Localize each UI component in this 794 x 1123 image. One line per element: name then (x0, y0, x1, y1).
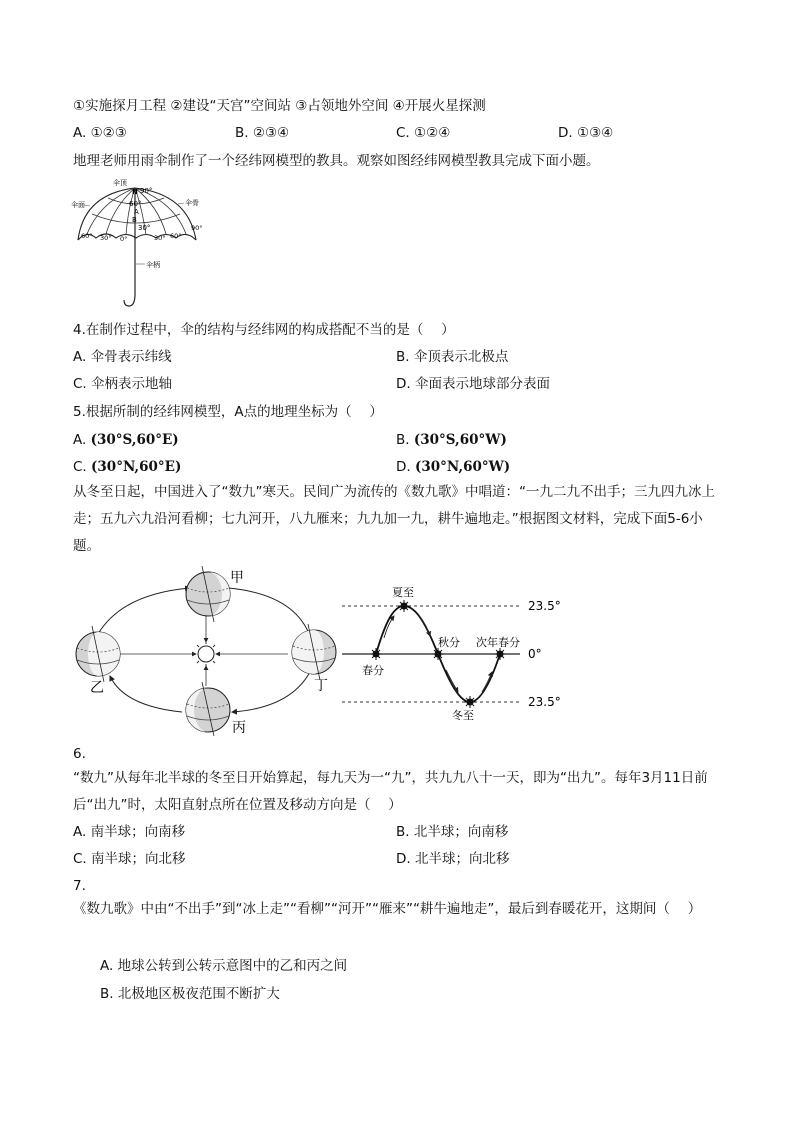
q6-option-c: C. 南半球；向北移 (73, 851, 186, 867)
label-lat-bottom: 23.5° (528, 695, 561, 709)
q5-coord-b: (30°S,60°W) (413, 432, 507, 448)
q3-items: ①实施探月工程 ②建设“天宫”空间站 ③占领地外空间 ④开展火星探测 (73, 98, 486, 114)
q5-option-c: C. (30°N,60°E) (73, 459, 182, 475)
marker-chunfen-icon (370, 648, 382, 660)
label-lat-mid: 0° (528, 647, 542, 661)
umbrella-lon-90: 90° (191, 224, 203, 232)
umbrella-label-handle: 伞柄 (146, 261, 160, 269)
q7-option-a: A. 地球公转到公转示意图中的乙和丙之间 (100, 958, 348, 974)
orbit-label-ding: 丁 (314, 678, 328, 694)
q5-coord-c: (30°N,60°E) (91, 459, 182, 475)
q6-stem: “数九”从每年北半球的冬至日开始算起，每九天为一“九”，共九九八十一天，即为“出九”。每年3月11日前后“出九”时，太阳直射点所在位置及移动方向是（ ） (73, 770, 708, 813)
intro-umbrella: 地理老师用雨伞制作了一个经纬网模型的教具。观察如图经纬网模型教具完成下面小题。 (73, 153, 600, 169)
umbrella-label-cover: 伞面 (71, 201, 85, 209)
q3-option-b: B. ②③④ (235, 125, 290, 141)
q5-option-b: B. (30°S,60°W) (396, 432, 507, 448)
q4-stem: 4.在制作过程中，伞的结构与经纬网的构成搭配不当的是（ ） (73, 322, 455, 338)
q7-stem: 《数九歌》中由“不出手”到“冰上走”“看柳”“河开”“雁来”“耕牛遍地走”，最后到春暖花开，这期间（ ） (73, 901, 702, 917)
earth-bing-icon (186, 682, 230, 736)
q4-option-d: D. 伞面表示地球部分表面 (396, 376, 550, 392)
marker-xiazhi-icon (398, 600, 410, 612)
label-xiazhi: 夏至 (392, 586, 414, 599)
q4-option-c: C. 伞柄表示地轴 (73, 376, 173, 392)
umbrella-lon-30w: 30° (100, 234, 112, 242)
orbit-label-bing: 丙 (232, 720, 246, 736)
q5-option-a: A. (30°S,60°E) (73, 432, 179, 448)
label-cinian: 次年春分 (476, 636, 520, 649)
umbrella-label-b: B (132, 216, 137, 224)
q5-coord-d: (30°N,60°W) (414, 459, 511, 475)
umbrella-label-60: 60° (129, 200, 142, 208)
intro-shujiu: 从冬至日起，中国进入了“数九”寒天。民间广为流传的《数九歌》中唱道：“一九二九不出手；三九四九冰上走；五九六九沿河看柳；七九河开，八九雁来；九九加一九，耕牛遍地走。”根据图文材料，完成下面5-6小题。 (73, 484, 715, 554)
q6-option-b: B. 北半球；向南移 (396, 824, 509, 840)
q6-option-a: A. 南半球；向南移 (73, 824, 186, 840)
label-lat-top: 23.5° (528, 599, 561, 613)
q3-option-d: D. ①③④ (558, 125, 614, 141)
label-chunfen: 春分 (362, 664, 384, 677)
q7-number: 7. (73, 878, 86, 894)
marker-qiufen-icon (432, 648, 444, 660)
umbrella-figure (70, 176, 210, 312)
umbrella-label-30: 30° (138, 224, 151, 232)
q5-coord-a: (30°S,60°E) (90, 432, 179, 448)
q5-option-d: D. (30°N,60°W) (396, 459, 511, 475)
umbrella-label-a: A (134, 208, 139, 216)
marker-cinian-icon (494, 648, 506, 660)
umbrella-label-top: 伞顶 (113, 179, 127, 187)
umbrella-label-n: N (132, 188, 138, 196)
q3-option-c: C. ①②④ (396, 125, 451, 141)
q6-option-d: D. 北半球；向北移 (396, 851, 510, 867)
q7-option-b: B. 北极地区极夜范围不断扩大 (100, 986, 280, 1002)
q4-option-b: B. 伞顶表示北极点 (396, 349, 509, 365)
umbrella-lon-30e: 30° (154, 234, 166, 242)
sun-direct-point-diagram (340, 580, 580, 720)
umbrella-lon-60w: 60° (81, 232, 93, 240)
q6-number: 6. (73, 746, 86, 762)
orbit-label-yi: 乙 (90, 680, 104, 696)
orbit-label-jia: 甲 (230, 570, 244, 586)
earth-yi-icon (76, 626, 120, 682)
q5-stem: 5.根据所制的经纬网模型，A点的地理坐标为（ ） (73, 404, 383, 420)
umbrella-hook (124, 294, 135, 306)
earth-ding-icon (292, 624, 336, 680)
label-qiufen: 秋分 (438, 636, 460, 649)
earth-jia-icon (186, 566, 230, 622)
umbrella-label-90-top: 90° (140, 187, 153, 195)
orbit-diagram (70, 566, 342, 736)
sun-icon (193, 641, 219, 667)
q3-option-a: A. ①②③ (73, 125, 127, 141)
umbrella-lon-0: 0° (120, 235, 128, 243)
umbrella-label-rib: 伞骨 (185, 199, 199, 207)
q4-option-a: A. 伞骨表示纬线 (73, 349, 172, 365)
umbrella-lon-60e: 60° (170, 232, 182, 240)
label-dongzhi: 冬至 (452, 709, 474, 720)
marker-dongzhi-icon (464, 696, 476, 708)
